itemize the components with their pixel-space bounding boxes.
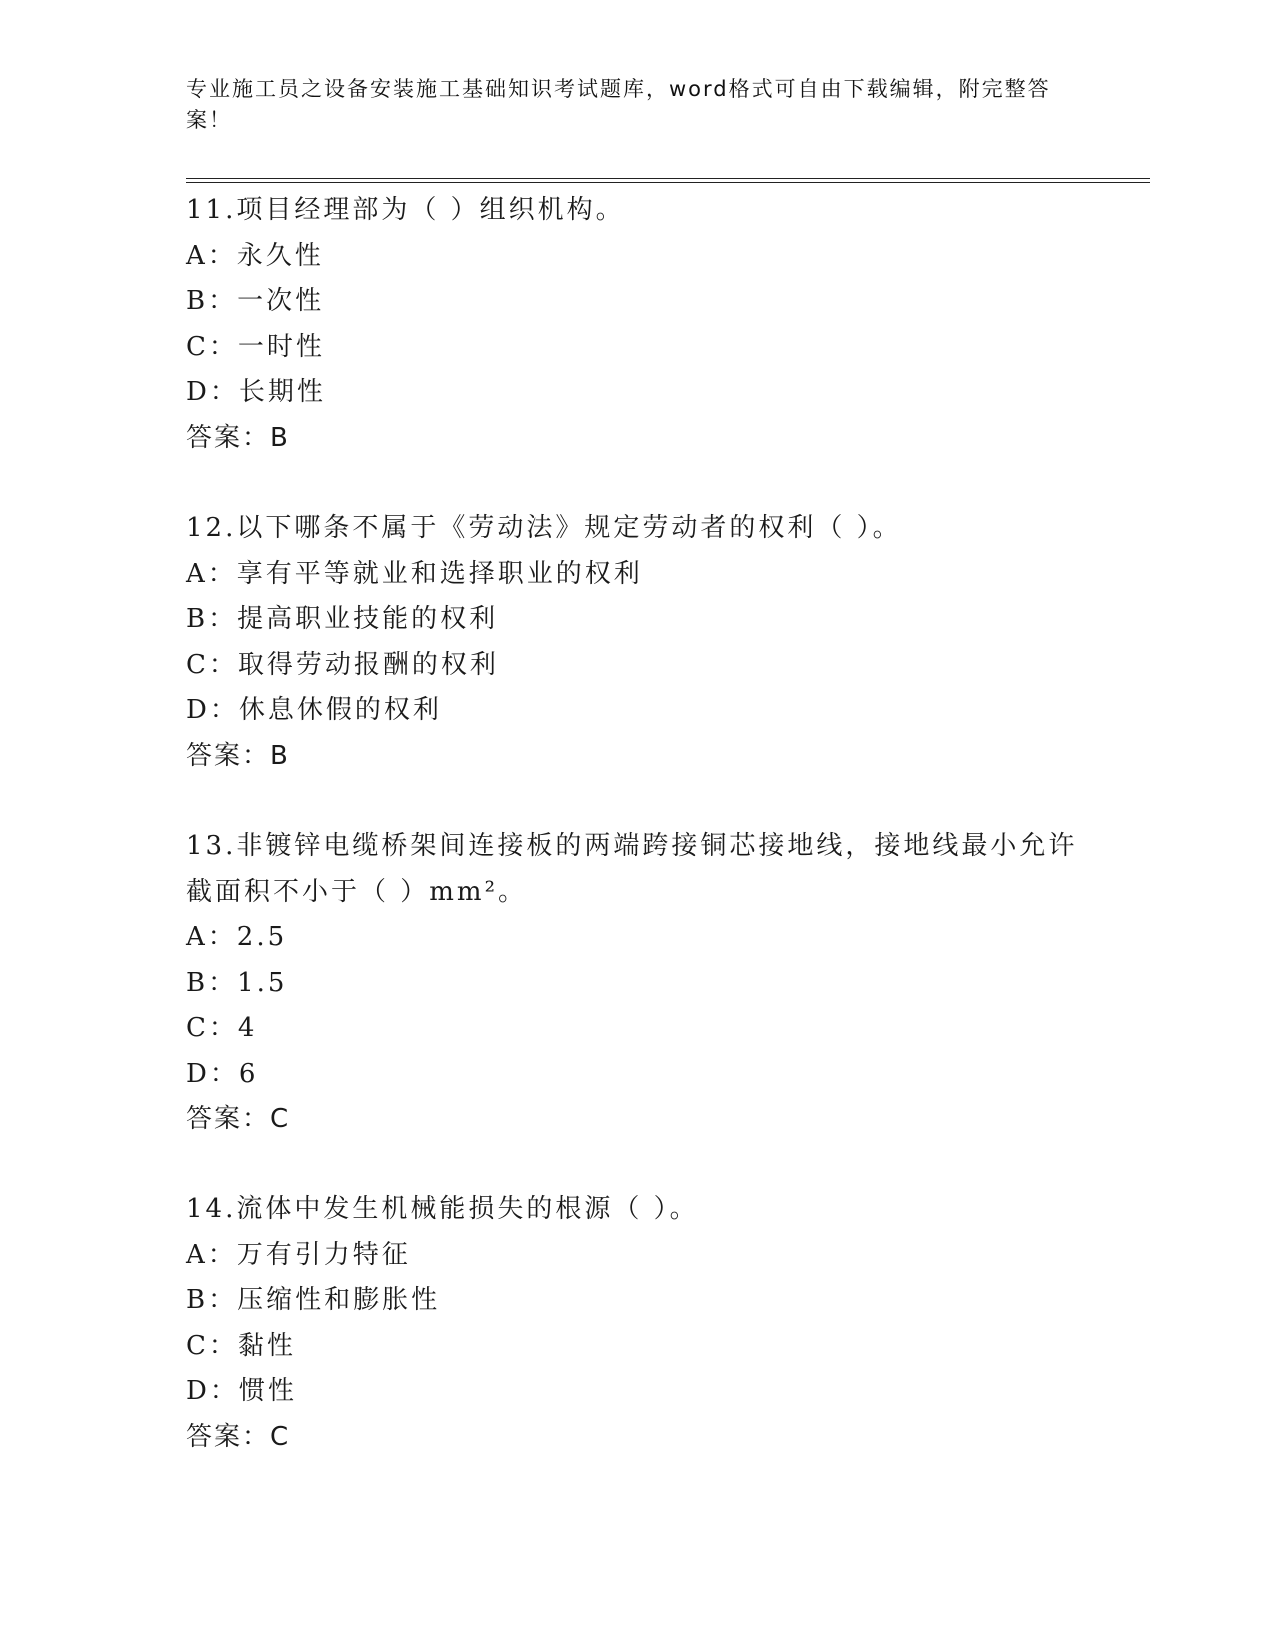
answer-label: 答案：C xyxy=(186,1104,291,1134)
answer-label: 答案：B xyxy=(186,422,290,453)
option-b: B：一次性 xyxy=(186,286,325,316)
option-d: D：长期性 xyxy=(186,377,326,407)
option-a: A：享有平等就业和选择职业的权利 xyxy=(186,558,643,589)
option-d: D：休息休假的权利 xyxy=(186,695,442,725)
header-divider-top xyxy=(186,178,1150,179)
option-b: B：提高职业技能的权利 xyxy=(186,604,499,634)
question-stem: 11.项目经理部为（ ）组织机构。 xyxy=(186,195,625,225)
question-14 xyxy=(186,1187,1086,1460)
option-c: C：取得劳动报酬的权利 xyxy=(186,649,499,680)
header-divider-bottom xyxy=(186,182,1150,183)
option-c: C：一时性 xyxy=(186,331,325,362)
option-d: D：6 xyxy=(186,1058,259,1089)
option-a: A：永久性 xyxy=(186,240,324,271)
question-stem: 14.流体中发生机械能损失的根源（ ）。 xyxy=(186,1194,699,1224)
question-11 xyxy=(186,188,1086,461)
option-b: B：1.5 xyxy=(186,967,288,998)
question-12 xyxy=(186,506,1086,779)
option-a: A：2.5 xyxy=(186,922,288,952)
option-c: C：黏性 xyxy=(186,1330,296,1361)
option-a: A：万有引力特征 xyxy=(186,1239,411,1270)
option-d: D：惯性 xyxy=(186,1376,297,1406)
answer-label: 答案：C xyxy=(186,1421,291,1452)
option-c: C：4 xyxy=(186,1013,258,1043)
question-13 xyxy=(186,824,1086,1143)
option-b: B：压缩性和膨胀性 xyxy=(186,1285,441,1315)
answer-label: 答案：B xyxy=(186,740,290,771)
question-stem: 13.非镀锌电缆桥架间连接板的两端跨接铜芯接地线，接地线最小允许截面积不小于（ ）mm²。 xyxy=(186,831,1078,907)
document-header: 专业施工员之设备安装施工基础知识考试题库，word格式可自由下载编辑，附完整答案！ xyxy=(186,77,1051,132)
question-stem: 12.以下哪条不属于《劳动法》规定劳动者的权利（ ）。 xyxy=(186,513,902,543)
